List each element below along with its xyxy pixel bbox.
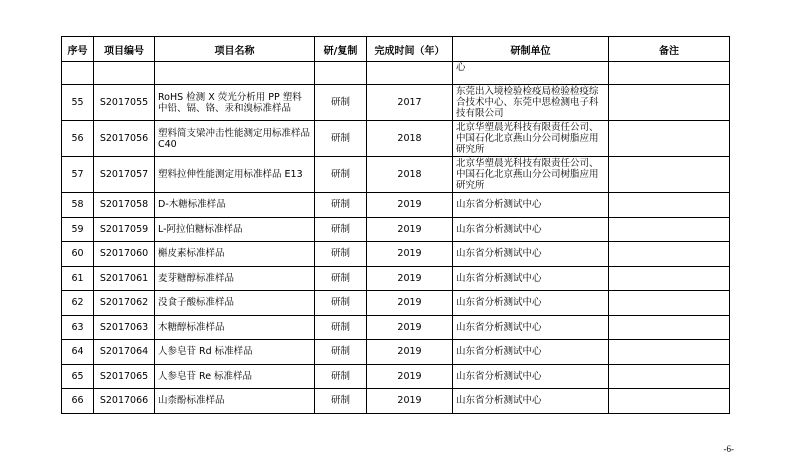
- cell-year: 2019: [367, 193, 453, 218]
- cell-seq: 58: [62, 193, 94, 218]
- table-row: [62, 389, 730, 414]
- cell-note: [609, 340, 730, 365]
- cell-org: 山东省分析测试中心: [453, 340, 609, 365]
- table-row: [62, 291, 730, 316]
- cell-seq: 65: [62, 364, 94, 389]
- cell-org: 北京华塑晨光科技有限责任公司、中国石化北京燕山分公司树脂应用研究所: [453, 121, 609, 157]
- cell-type: 研制: [315, 266, 367, 291]
- header-seq: 序号: [62, 37, 94, 62]
- cell-seq: 66: [62, 389, 94, 414]
- standards-table: [61, 36, 730, 414]
- cell-note: [609, 62, 730, 85]
- cell-type: 研制: [315, 389, 367, 414]
- cell-name: D-木糖标准样品: [155, 193, 315, 218]
- header-note: 备注: [609, 37, 730, 62]
- cell-year: 2018: [367, 157, 453, 193]
- cell-note: [609, 291, 730, 316]
- cell-name: 塑料拉伸性能测定用标准样品 E13: [155, 157, 315, 193]
- cell-type: 研制: [315, 217, 367, 242]
- cell-name: 麦芽糖醇标准样品: [155, 266, 315, 291]
- cell-code: S2017064: [94, 340, 155, 365]
- cell-name: 木糖醇标准样品: [155, 315, 315, 340]
- cell-note: [609, 266, 730, 291]
- cell-code: S2017057: [94, 157, 155, 193]
- table-row: [62, 315, 730, 340]
- table-row: [62, 340, 730, 365]
- cell-name: 人参皂苷 Rd 标准样品: [155, 340, 315, 365]
- cell-org: 山东省分析测试中心: [453, 315, 609, 340]
- cell-org: 山东省分析测试中心: [453, 193, 609, 218]
- cell-seq: 57: [62, 157, 94, 193]
- cell-year: 2019: [367, 242, 453, 267]
- cell-type: 研制: [315, 193, 367, 218]
- cell-year: 2019: [367, 364, 453, 389]
- cell-code: S2017063: [94, 315, 155, 340]
- cell-note: [609, 242, 730, 267]
- cell-seq: 64: [62, 340, 94, 365]
- cell-code: S2017061: [94, 266, 155, 291]
- cell-type: 研制: [315, 85, 367, 121]
- cell-org: 山东省分析测试中心: [453, 266, 609, 291]
- cell-code: [94, 62, 155, 85]
- cell-note: [609, 85, 730, 121]
- header-year: 完成时间（年）: [367, 37, 453, 62]
- cell-note: [609, 217, 730, 242]
- cell-code: S2017066: [94, 389, 155, 414]
- cell-seq: 59: [62, 217, 94, 242]
- header-type: 研/复制: [315, 37, 367, 62]
- cell-seq: [62, 62, 94, 85]
- table-row: [62, 364, 730, 389]
- cell-org: 山东省分析测试中心: [453, 389, 609, 414]
- table-row: [62, 242, 730, 267]
- cell-seq: 55: [62, 85, 94, 121]
- cell-org: 心: [453, 62, 609, 85]
- cell-type: 研制: [315, 315, 367, 340]
- cell-seq: 62: [62, 291, 94, 316]
- cell-seq: 60: [62, 242, 94, 267]
- cell-note: [609, 193, 730, 218]
- cell-code: S2017056: [94, 121, 155, 157]
- cell-name: L-阿拉伯糖标准样品: [155, 217, 315, 242]
- cell-seq: 63: [62, 315, 94, 340]
- cell-type: 研制: [315, 121, 367, 157]
- cell-year: 2019: [367, 291, 453, 316]
- cell-year: 2019: [367, 217, 453, 242]
- cell-code: S2017065: [94, 364, 155, 389]
- cell-name: [155, 62, 315, 85]
- cell-type: 研制: [315, 242, 367, 267]
- cell-year: 2019: [367, 340, 453, 365]
- cell-org: 山东省分析测试中心: [453, 217, 609, 242]
- cell-name: 人参皂苷 Re 标准样品: [155, 364, 315, 389]
- cell-org: 山东省分析测试中心: [453, 364, 609, 389]
- cell-type: 研制: [315, 340, 367, 365]
- cell-org: 山东省分析测试中心: [453, 242, 609, 267]
- cell-code: S2017060: [94, 242, 155, 267]
- cell-seq: 56: [62, 121, 94, 157]
- header-name: 项目名称: [155, 37, 315, 62]
- cell-note: [609, 121, 730, 157]
- cell-code: S2017062: [94, 291, 155, 316]
- cell-year: 2019: [367, 389, 453, 414]
- cell-org: 东莞出入境检验检疫局检验检疫综合技术中心、东莞中思检测电子科技有限公司: [453, 85, 609, 121]
- cell-note: [609, 364, 730, 389]
- continuation-row: [62, 62, 730, 85]
- cell-note: [609, 157, 730, 193]
- cell-org: 山东省分析测试中心: [453, 291, 609, 316]
- page-number: -6-: [723, 444, 734, 454]
- cell-type: 研制: [315, 364, 367, 389]
- table-row: [62, 266, 730, 291]
- header-code: 项目编号: [94, 37, 155, 62]
- cell-year: 2019: [367, 315, 453, 340]
- cell-code: S2017059: [94, 217, 155, 242]
- cell-name: 槲皮素标准样品: [155, 242, 315, 267]
- cell-note: [609, 389, 730, 414]
- cell-type: 研制: [315, 291, 367, 316]
- header-org: 研制单位: [453, 37, 609, 62]
- table-row: [62, 217, 730, 242]
- cell-code: S2017055: [94, 85, 155, 121]
- cell-org: 北京华塑晨光科技有限责任公司、中国石化北京燕山分公司树脂应用研究所: [453, 157, 609, 193]
- cell-name: 没食子酸标准样品: [155, 291, 315, 316]
- cell-year: 2019: [367, 266, 453, 291]
- table-row: [62, 193, 730, 218]
- cell-year: 2018: [367, 121, 453, 157]
- table-row: [62, 121, 730, 157]
- cell-name: RoHS 检测 X 荧光分析用 PP 塑料中铅、镉、铬、汞和溴标准样品: [155, 85, 315, 121]
- cell-name: 塑料简支梁冲击性能测定用标准样品 C40: [155, 121, 315, 157]
- cell-year: 2017: [367, 85, 453, 121]
- table-row: [62, 157, 730, 193]
- cell-seq: 61: [62, 266, 94, 291]
- cell-year: [367, 62, 453, 85]
- cell-note: [609, 315, 730, 340]
- cell-type: [315, 62, 367, 85]
- cell-code: S2017058: [94, 193, 155, 218]
- cell-type: 研制: [315, 157, 367, 193]
- header-row: [62, 37, 730, 62]
- cell-name: 山柰酚标准样品: [155, 389, 315, 414]
- table-row: [62, 85, 730, 121]
